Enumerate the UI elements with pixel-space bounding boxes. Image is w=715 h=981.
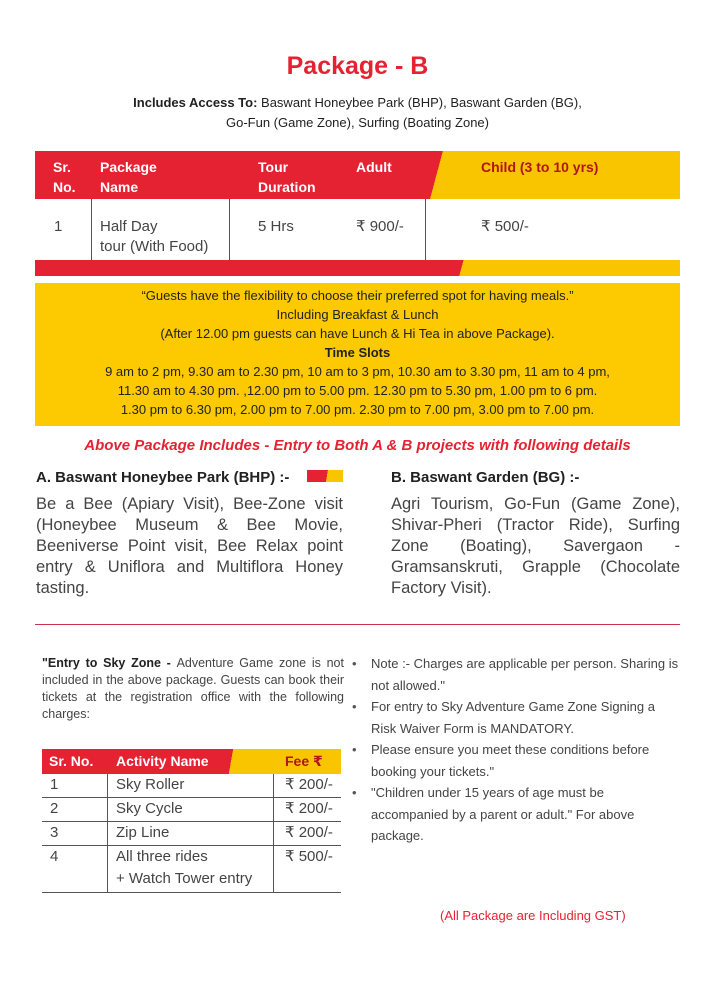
time-slots-title: Time Slots: [324, 345, 391, 360]
activity-fee: ₹ 200/-: [285, 800, 333, 817]
section-b-body: Agri Tourism, Go-Fun (Game Zone), Shivar-Pheri (Tractor Ride), Surfing Zone (Boating), Savergaon - Gramsanskruti, Grapple (Chocolate Factory Visit).: [391, 495, 680, 597]
access-info: [0, 93, 715, 133]
page-title: Package - B: [286, 52, 429, 80]
time-slots-line: 9 am to 2 pm, 9.30 am to 2.30 pm, 10 am to 3 pm, 10.30 am to 3.30 pm, 11 am to 4 pm,: [105, 364, 610, 379]
table-divider: [425, 199, 426, 260]
header-sr: Sr. No.: [53, 159, 76, 195]
header-tour-duration: Tour Duration: [258, 159, 316, 195]
access-line-1: Baswant Honeybee Park (BHP), Baswant Garden (BG),: [257, 95, 582, 110]
section-divider: [35, 624, 680, 625]
header-child: Child (3 to 10 yrs): [481, 159, 599, 175]
package-table-footer-bar: [35, 260, 680, 276]
section-a-body: Be a Bee (Apiary Visit), Bee-Zone visit (Honeybee Museum & Bee Movie, Beeniverse Point visit, Bee Relax point entry & Uniflora and Multiflora Honey tasting.: [36, 495, 343, 597]
activity-fee: ₹ 200/-: [285, 776, 333, 793]
row-adult-price: ₹ 900/-: [356, 218, 404, 235]
table-divider: [42, 892, 341, 893]
package-table-header: [35, 151, 680, 199]
time-slots-line: 1.30 pm to 6.30 pm, 2.00 pm to 7.00 pm. 2.30 pm to 7.00 pm, 3.00 pm to 7.00 pm.: [120, 402, 595, 417]
meal-flexibility-text: “Guests have the flexibility to choose their preferred spot for having meals.”: [141, 288, 574, 303]
header-fee: Fee ₹: [285, 753, 323, 769]
header-activity-name: Activity Name: [116, 753, 209, 769]
activity-table-header: [42, 749, 341, 774]
section-b-title: B. Baswant Garden (BG) :-: [391, 469, 580, 486]
table-divider: [107, 774, 108, 892]
header-sr-no: Sr. No.: [49, 753, 94, 769]
header-adult: Adult: [356, 159, 392, 175]
list-item: • "Children under 15 years of age must be accompanied by a parent or adult." For above package.: [352, 782, 682, 847]
list-item: • Note :- Charges are applicable per person. Sharing is not allowed.": [352, 653, 682, 696]
flag-decoration: [307, 470, 343, 482]
table-divider: [273, 774, 274, 892]
time-slots-line: 11.30 am to 4.30 pm. ,12.00 pm to 5.00 pm. 12.30 pm to 5.30 pm, 1.00 pm to 6 pm.: [117, 383, 598, 398]
table-divider: [229, 199, 230, 260]
activity-sr: 2: [50, 800, 59, 817]
access-label: Includes Access To:: [133, 95, 258, 110]
sky-zone-label: "Entry to Sky Zone -: [42, 656, 177, 670]
table-divider: [42, 821, 341, 822]
lunch-note-text: (After 12.00 pm guests can have Lunch & Hi Tea in above Package).: [160, 326, 555, 341]
gst-note: (All Package are Including GST): [440, 908, 626, 923]
table-divider: [42, 797, 341, 798]
access-line-2: Go-Fun (Game Zone), Surfing (Boating Zone): [225, 115, 489, 130]
table-divider: [91, 199, 92, 260]
activity-sr: 4: [50, 848, 59, 865]
row-duration: 5 Hrs: [258, 218, 294, 235]
activity-name: Sky Cycle: [116, 800, 183, 817]
activity-sr: 3: [50, 824, 59, 841]
meal-inclusion-text: Including Breakfast & Lunch: [276, 307, 439, 322]
sky-zone-text: [42, 655, 344, 723]
header-package-name: Package Name: [100, 159, 157, 195]
row-package-name: Half Day tour (With Food): [100, 218, 209, 255]
activity-name: Sky Roller: [116, 776, 185, 793]
includes-heading: Above Package Includes - Entry to Both A & B projects with following details: [84, 437, 631, 454]
activity-name: Zip Line: [116, 824, 170, 841]
section-a-title: A. Baswant Honeybee Park (BHP) :-: [36, 469, 290, 486]
sky-zone-description: Adventure Game zone is not included in the above package. Guests can book their tickets at the registration office with the following charges:: [42, 656, 344, 721]
table-divider: [42, 845, 341, 846]
activity-sr: 1: [50, 776, 59, 793]
activity-fee: ₹ 200/-: [285, 824, 333, 841]
meal-time-slots-box: [35, 283, 680, 426]
row-child-price: ₹ 500/-: [481, 218, 529, 235]
row-sr: 1: [54, 218, 63, 235]
activity-fee: ₹ 500/-: [285, 848, 333, 865]
list-item: • For entry to Sky Adventure Game Zone Signing a Risk Waiver Form is MANDATORY.: [352, 696, 682, 739]
notes-list: [352, 653, 682, 847]
activity-name: All three rides + Watch Tower entry: [116, 848, 253, 887]
list-item: • Please ensure you meet these conditions before booking your tickets.": [352, 739, 682, 782]
